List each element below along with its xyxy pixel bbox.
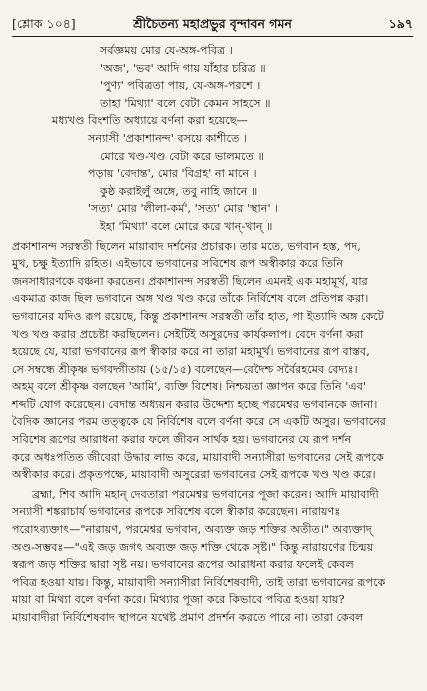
paragraph-line: সন্যাসী শঙ্করাচার্য ভগবানের রূপকে সবিশেষ বলে স্বীকার করেছেন। নারায়ণঃ: [12, 505, 341, 519]
page-body: [12, 42, 415, 685]
paragraph-line: শব্দটি যোগ করেছেন। বেদান্ত অধ্যয়ন করার উদ্দেশ্য হচ্ছে পরমেশ্বর ভগবানকে জানা।: [12, 397, 378, 411]
paragraph-line: অণ্ড-সম্ভবঃ—"এই জড় জগৎ অব্যক্ত জড় শক্তি থেকে সৃষ্ট।" কিন্তু নারায়ণের চিন্ময়: [12, 540, 374, 554]
verse-block-1: [12, 42, 415, 112]
paragraph-line: হয়েছে যে, যারা ভগবানের রূপ স্বীকার করে না তারা মহামূর্খ। ভগবানের রূপ বাস্তব,: [12, 345, 370, 359]
chapter-title: শ্রীচৈতন্য মহাপ্রভুর বৃন্দাবন গমন: [133, 16, 292, 31]
verse-intro: মধ্যখণ্ড বিংশতি অধ্যায়ে বর্ণনা করা হয়েছে—: [52, 114, 248, 128]
paragraph-line: প্রকাশানন্দ সরস্বতী ছিলেন মায়াবাদ দর্শনের প্রচারক। তার মতে, ভগবান হস্ত, পদ,: [12, 239, 361, 253]
paragraph-line: মায়াবাদীরা নির্বিশেষবাদ স্থাপনে যথেষ্ট প্রমাণ প্রদর্শন করতে পারে না। তারা কেবল: [12, 611, 364, 624]
verse-line: পড়ায় 'বেদান্ত', মোর 'বিগ্রহ' না মানে ।: [88, 167, 257, 181]
paragraph-1: [12, 238, 415, 484]
paragraph-line: ভগবানের যদিও রূপ রয়েছে, কিন্তু প্রকাশানন্দ সরস্বতী তাঁর হাত, পা ইত্যাদি অঙ্গ কেটে: [12, 309, 384, 323]
paragraph-line: অহম্‌ বলে শ্রীকৃষ্ণ বলছেন 'আমি', ব্যক্তি বিশেষ। নিশ্চয়তা জ্ঞাপন করে তিনি 'এব': [12, 380, 367, 394]
verse-line: সর্বজ্ঞময় মোর যে-অঙ্গ-পবিত্র ।: [100, 44, 233, 57]
verse-line: ইহা 'মিথ্যা' বলে মোরে করে খান্‌-খান্‌ ॥: [100, 219, 273, 233]
verse-line: কুষ্ঠ করাইলুঁ অঙ্গে, তবু নাহি জানে ॥: [100, 184, 258, 198]
paragraph-line: সে সম্বন্ধে শ্রীকৃষ্ণ ভগবদ্গীতায় (১৫/১৫) বলেছেন—বেদৈশ্চ সর্বৈরহমেব বেদ্যঃ।: [12, 362, 358, 376]
header-divider: [12, 36, 413, 37]
paragraph-line: জনসাধারণকে বঞ্চনা করতেন। প্রকাশানন্দ সরস্বতী ছিলেন এমনই এক মহামূর্খ, যার: [12, 274, 368, 288]
paragraph-line: অস্বীকার করে। প্রকৃতপক্ষে, মায়াবাদী অসুরেরা ভগবানের সেই রূপকে খণ্ড খণ্ড করে।: [12, 468, 376, 482]
paragraph-line: ব্রহ্মা, শিব আদি মহান্‌ দেবতারা পরমেশ্বর ভগবানের পূজা করেন। আদি মায়াবাদী: [32, 487, 379, 501]
verse-line: 'পুণ্য' পবিত্রতা পায়, যে-অঙ্গ-পরশে ।: [100, 79, 261, 93]
paragraph-line: করে অধঃপতিত জীবেরা উদ্ধার লাভ করে, মায়াবাদী সন্যাসীরা ভগবানের সেই রূপকে: [12, 450, 384, 464]
paragraph-line: বৈদিক জ্ঞানের পরম তত্ত্বকে যে নির্বিশেষ বলে বর্ণনা করে সে একটি অসুর। ভগবানের: [12, 415, 386, 429]
page-header: [12, 14, 413, 34]
verse-line: মোরে খণ্ড-খণ্ড বেটা করে ভালমতে ॥: [100, 149, 264, 163]
verse-line: 'সত্য' মোর 'লীলা-কর্ম', 'সত্য' মোর 'স্থান' ।: [88, 202, 279, 216]
paragraph-line: স্বরূপ জড় শক্তির দ্বারা সৃষ্ট নয়। ভগবানের রূপের আরাধনা করার ফলেই কেবল: [12, 558, 354, 572]
page-number: ১৯৭: [388, 16, 413, 31]
paragraph-line: পরোঽব্যক্তাৎ—"নারায়ণ, পরমেশ্বর ভগবান, অব্যক্ত জড় শক্তির অতীত।" অব্যক্তাদ্‌: [12, 523, 372, 537]
paragraph-2: [12, 486, 415, 627]
paragraph-line: একমাত্র কাজ ছিল ভগবানে অঙ্গ খণ্ড খণ্ড করে তাঁকে নির্বিশেষ বলে প্রতিপন্ন করা।: [12, 292, 369, 306]
paragraph-line: খণ্ড খণ্ড করার প্রচেষ্টা করছিলেন। সেইটিই অসুরদের কার্যকলাপ। বেদে বর্ণনা করা: [12, 327, 364, 341]
verse-line: 'অজ', 'ভব' আদি গায় যাঁহার চরিত্র ॥: [100, 61, 266, 75]
verse-reference: [শ্লোক ১০৪]: [12, 16, 76, 31]
verse-line: সন্যাসী 'প্রকাশানন্দ' বসয়ে কাশীতে ।: [88, 131, 247, 145]
paragraph-line: পবিত্র হওয়া যায়। কিন্তু, মায়াবাদী সন্যাসীরা নির্বিশেষবাদী, তাই তারা ভগবানের রূপকে: [12, 575, 386, 589]
verse-line: তাহা 'মিথ্যা' বলে বেটা কেমন সাহসে ॥: [100, 96, 271, 110]
verse-block-2: [12, 130, 415, 236]
paragraph-line: মুখ, চক্ষু ইত্যাদি রহিত। এইভাবে ভগবানের সবিশেষ রূপ অস্বীকার করে তিনি: [12, 257, 343, 271]
paragraph-line: মায়া বা মিথ্যা বলে বর্ণনা করে। মিথ্যার পূজা করে কিভাবে পবিত্র হওয়া যায়?: [12, 593, 345, 607]
paragraph-line: সবিশেষ রূপের আরাধনা করার ফলে জীবন সার্থক হয়। ভগবানের যে রূপ দর্শন: [12, 433, 352, 447]
